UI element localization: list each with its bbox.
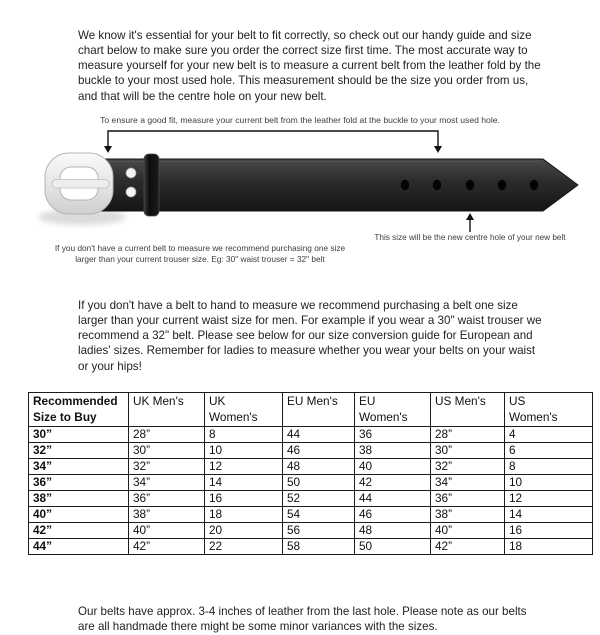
table-cell: 50: [355, 539, 431, 555]
table-row: [29, 507, 593, 523]
up-arrow-icon: [466, 213, 474, 220]
belt-hole: [530, 180, 539, 190]
table-cell: 18: [505, 539, 593, 555]
belt-hole: [401, 180, 410, 190]
table-cell: 32”: [431, 459, 505, 475]
table-cell: 32”: [129, 459, 205, 475]
table-cell: 40”: [431, 523, 505, 539]
size-table-header: [29, 393, 593, 427]
header-us-womens: US Women's: [505, 393, 593, 427]
down-arrow-right-icon: [434, 146, 442, 153]
table-cell: 30”: [129, 443, 205, 459]
table-cell: 48: [355, 523, 431, 539]
intro-paragraph: We know it's essential for your belt to fit correctly, so check out our handy guide and size chart below to make sure you order the correct size first time. The most accurate way to measure yourself for your new belt is to measure a current belt from the leather fold by the buckle to your most used hole. This measurement should be the size you order from us, and that will be the centre hole on your new belt.: [78, 28, 541, 103]
buckle-prong: [52, 180, 109, 189]
no-current-belt-note: If you don't have a current belt to measure we recommend purchasing one size larger than your current trouser size. Eg: 30" waist trouser = 32" belt: [54, 243, 346, 265]
table-row: [29, 523, 593, 539]
table-cell: 28”: [431, 427, 505, 443]
variance-note-paragraph: Our belts have approx. 3-4 inches of leather from the last hole. Please note as our belts are all handmade there might be some minor variances with the sizes.: [78, 604, 527, 633]
header-eu-womens: EU Women's: [355, 393, 431, 427]
table-cell: 34”: [129, 475, 205, 491]
table-header-row: [29, 393, 593, 427]
table-cell: 42”: [129, 539, 205, 555]
table-cell: 46: [283, 443, 355, 459]
table-cell: 30”: [431, 443, 505, 459]
keeper-loop: [144, 154, 159, 216]
table-cell: 20: [205, 523, 283, 539]
table-cell: 36”: [129, 491, 205, 507]
centre-hole-caption: This size will be the new centre hole of your new belt: [374, 233, 566, 242]
belt-measurement-diagram: [0, 113, 600, 278]
table-cell: 30”: [29, 427, 129, 443]
table-cell: 44”: [29, 539, 129, 555]
table-cell: 32”: [29, 443, 129, 459]
table-row: [29, 539, 593, 555]
header-eu-mens: EU Men's: [283, 393, 355, 427]
table-cell: 4: [505, 427, 593, 443]
size-conversion-table: [28, 392, 593, 555]
table-cell: 14: [205, 475, 283, 491]
table-cell: 50: [283, 475, 355, 491]
table-cell: 6: [505, 443, 593, 459]
header-uk-womens: UK Women's: [205, 393, 283, 427]
table-cell: 42”: [431, 539, 505, 555]
table-cell: 8: [205, 427, 283, 443]
table-row: [29, 475, 593, 491]
table-cell: 42: [355, 475, 431, 491]
table-cell: 52: [283, 491, 355, 507]
size-table-body: [29, 427, 593, 555]
no-belt-advice-paragraph: If you don't have a belt to hand to measure we recommend purchasing a belt one size larger than your current waist size for men. For example if you wear a 30" waist trouser we recommend a 32" belt. Please see below for our size conversion guide for European and ladies' sizes. Remember for ladies to measure whether you wear your belts on your waist or your hips!: [78, 298, 542, 373]
table-cell: 36”: [29, 475, 129, 491]
diagram-caption-top: To ensure a good fit, measure your current belt from the leather fold at the buckle to your most used hole.: [100, 115, 500, 125]
table-cell: 10: [205, 443, 283, 459]
table-cell: 16: [205, 491, 283, 507]
table-cell: 10: [505, 475, 593, 491]
table-cell: 38”: [431, 507, 505, 523]
belt-illustration: [0, 125, 600, 240]
table-cell: 54: [283, 507, 355, 523]
table-cell: 14: [505, 507, 593, 523]
table-cell: 38”: [129, 507, 205, 523]
rivet-icon: [126, 168, 136, 178]
table-cell: 40: [355, 459, 431, 475]
table-cell: 38”: [29, 491, 129, 507]
rivet-icon: [126, 187, 136, 197]
table-cell: 58: [283, 539, 355, 555]
table-cell: 18: [205, 507, 283, 523]
table-cell: 44: [283, 427, 355, 443]
table-cell: 40”: [29, 507, 129, 523]
table-cell: 22: [205, 539, 283, 555]
table-cell: 36”: [431, 491, 505, 507]
table-cell: 40”: [129, 523, 205, 539]
table-cell: 38: [355, 443, 431, 459]
table-cell: 16: [505, 523, 593, 539]
table-row: [29, 427, 593, 443]
measurement-bracket: [108, 131, 438, 147]
table-cell: 56: [283, 523, 355, 539]
header-recommended-size: Recommended Size to Buy: [29, 393, 129, 427]
table-cell: 34”: [431, 475, 505, 491]
belt-hole: [498, 180, 507, 190]
table-cell: 8: [505, 459, 593, 475]
table-cell: 12: [205, 459, 283, 475]
table-cell: 48: [283, 459, 355, 475]
down-arrow-left-icon: [104, 146, 112, 153]
table-cell: 36: [355, 427, 431, 443]
table-cell: 44: [355, 491, 431, 507]
belt-hole: [466, 180, 475, 190]
table-cell: 42”: [29, 523, 129, 539]
belt-hole: [433, 180, 442, 190]
table-cell: 34”: [29, 459, 129, 475]
header-us-mens: US Men's: [431, 393, 505, 427]
header-uk-mens: UK Men's: [129, 393, 205, 427]
table-row: [29, 459, 593, 475]
table-cell: 12: [505, 491, 593, 507]
table-cell: 46: [355, 507, 431, 523]
table-cell: 28”: [129, 427, 205, 443]
table-row: [29, 443, 593, 459]
table-row: [29, 491, 593, 507]
